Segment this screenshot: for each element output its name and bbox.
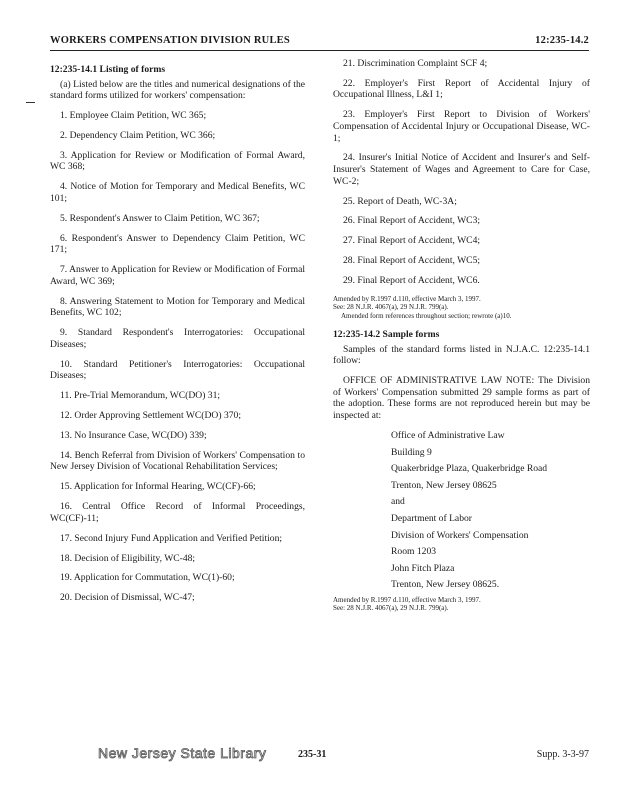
address-line: Building 9 [391, 446, 432, 458]
list-item: 9. Standard Respondent's Interrogatories: Occupational Diseases; [50, 327, 305, 350]
list-item: 28. Final Report of Accident, WC5; [343, 255, 481, 267]
running-header [50, 35, 589, 46]
address-block [333, 430, 590, 591]
list-item: 16. Central Office Record of Informal Proceedings, WC(CF)-11; [50, 501, 305, 524]
header-title: WORKERS COMPENSATION DIVISION RULES [50, 35, 290, 46]
list-item: 14. Bench Referral from Division of Workers' Compensation to New Jersey Division of Vocational Rehabilitation Services; [50, 449, 305, 473]
amendment-note [333, 295, 590, 320]
amendment-line: Amended by R.1997 d.110, effective March 3, 1997. [333, 294, 481, 303]
list-item: 26. Final Report of Accident, WC3; [343, 215, 481, 227]
margin-mark [26, 102, 35, 103]
list-item: 10. Standard Petitioner's Interrogatories: Occupational Diseases; [50, 358, 305, 382]
address-line: Division of Workers' Compensation [391, 529, 529, 541]
list-item: 29. Final Report of Accident, WC6. [343, 275, 480, 287]
list-item: 7. Answer to Application for Review or Modification of Formal Award, WC 369; [50, 264, 305, 287]
address-line: and [391, 496, 405, 508]
list-item: 5. Respondent's Answer to Claim Petition, WC 367; [60, 212, 260, 224]
address-line: John Fitch Plaza [391, 562, 455, 574]
list-item: 21. Discrimination Complaint SCF 4; [343, 58, 488, 69]
library-watermark: New Jersey State Library [98, 745, 267, 761]
section-intro: (a) Listed below are the titles and numerical designations of the standard forms utilized for workers' compensation: [50, 78, 305, 102]
amendment-line: Amended by R.1997 d.110, effective March 3, 1997. [333, 595, 481, 604]
list-item: 23. Employer's First Report to Division of Workers' Compensation of Accidental Injury or Occupational Disease, WC-1; [333, 109, 590, 144]
amendment-line: See: 28 N.J.R. 4067(a), 29 N.J.R. 799(a). [333, 604, 449, 613]
list-item: 8. Answering Statement to Motion for Temporary and Medical Benefits, WC 102; [50, 295, 305, 319]
list-item: 11. Pre-Trial Memorandum, WC(DO) 31; [60, 390, 221, 402]
list-item: 15. Application for Informal Hearing, WC(CF)-66; [60, 481, 256, 493]
list-item: 25. Report of Death, WC-3A; [343, 195, 457, 207]
list-item: 12. Order Approving Settlement WC(DO) 370; [60, 410, 242, 422]
list-item: 2. Dependency Claim Petition, WC 366; [60, 129, 216, 141]
header-section: 12:235-14.2 [535, 35, 589, 46]
address-line: Trenton, New Jersey 08625 [391, 479, 497, 491]
section-text: Samples of the standard forms listed in N.J.A.C. 12:235-14.1 follow: [333, 343, 590, 367]
list-item: 27. Final Report of Accident, WC4; [343, 235, 481, 247]
amendment-line: Amended form references throughout section; rewrote (a)10. [341, 311, 512, 320]
address-line: Department of Labor [391, 512, 472, 524]
page-number: 235-31 [298, 749, 327, 760]
list-item: 3. Application for Review or Modification of Formal Award, WC 368; [50, 149, 305, 173]
list-item: 4. Notice of Motion for Temporary and Medical Benefits, WC 101; [50, 181, 305, 204]
list-item: 19. Application for Commutation, WC(1)-60; [60, 572, 235, 584]
address-line: Office of Administrative Law [391, 429, 505, 441]
list-item: 18. Decision of Eligibility, WC-48; [60, 552, 196, 564]
list-item: 1. Employee Claim Petition, WC 365; [60, 110, 207, 122]
amendment-note [333, 596, 590, 613]
list-item: 6. Respondent's Answer to Dependency Claim Petition, WC 171; [50, 232, 305, 256]
address-line: Quakerbridge Plaza, Quakerbridge Road [391, 463, 548, 475]
left-column [50, 58, 305, 612]
list-item: 20. Decision of Dismissal, WC-47; [60, 592, 195, 604]
section-title-14-1: 12:235-14.1 Listing of forms [50, 64, 166, 75]
list-item: 22. Employer's First Report of Accidental Injury of Occupational Illness, L&I 1; [333, 77, 590, 101]
section-title-14-2: 12:235-14.2 Sample forms [333, 329, 440, 341]
supplement-date: Supp. 3-3-97 [536, 749, 589, 760]
oal-note: OFFICE OF ADMINISTRATIVE LAW NOTE: The Division of Workers' Compensation submitted 29 sample forms as part of the adoption. These forms are not reproduced herein but may be inspected at: [333, 375, 590, 422]
right-column [333, 58, 590, 622]
list-item: 17. Second Injury Fund Application and Verified Petition; [60, 532, 283, 544]
list-item: 24. Insurer's Initial Notice of Accident and Insurer's and Self-Insurer's Statement of Wages and Agreement to Care for Case, WC-2; [333, 152, 590, 187]
address-line: Room 1203 [391, 546, 437, 558]
amendment-line: See: 28 N.J.R. 4067(a), 29 N.J.R. 799(a). [333, 303, 449, 312]
header-rule [50, 50, 589, 51]
list-item: 13. No Insurance Case, WC(DO) 339; [60, 429, 207, 441]
address-line: Trenton, New Jersey 08625. [391, 579, 500, 591]
